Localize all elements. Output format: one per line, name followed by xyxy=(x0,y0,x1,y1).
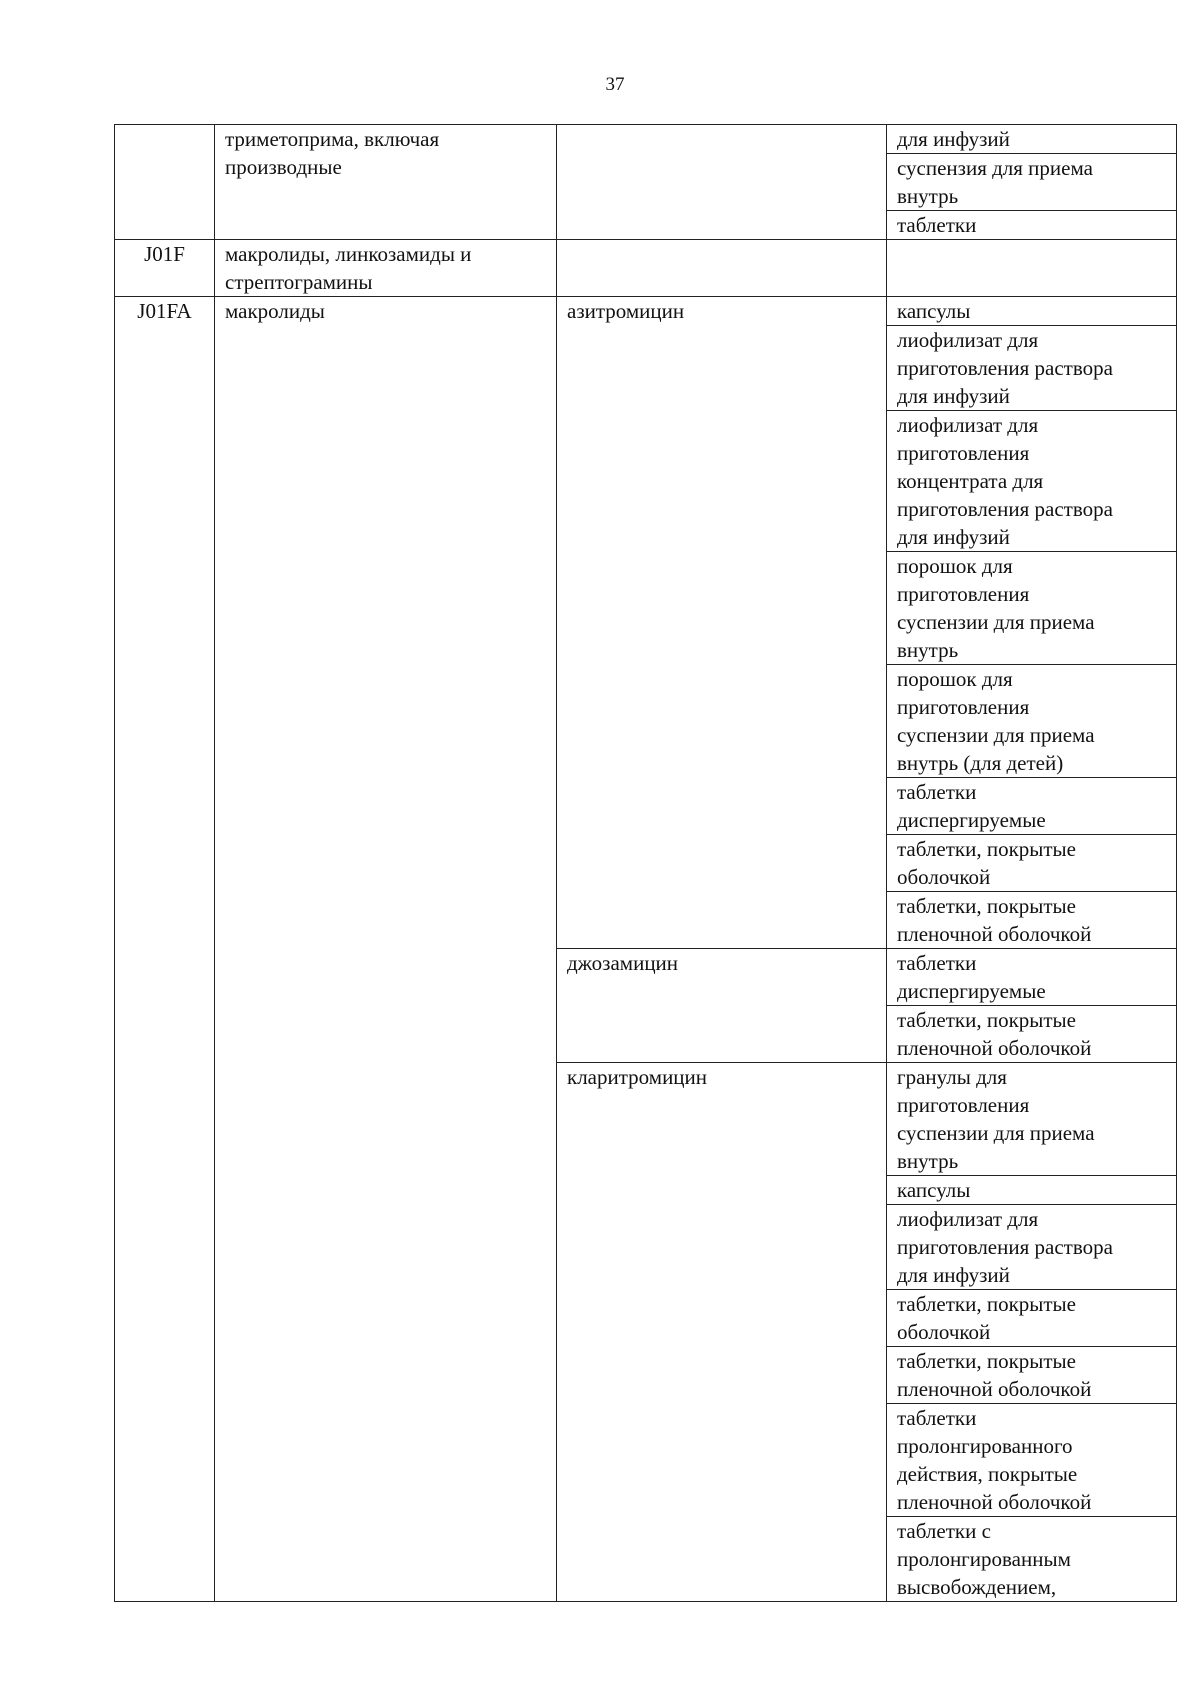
dosage-form-cell: таблетки, покрытые пленочной оболочкой xyxy=(887,1347,1177,1404)
dosage-form-cell: гранулы для приготовления суспензии для приема внутрь xyxy=(887,1063,1177,1176)
dosage-form-cell: таблетки пролонгированного действия, покрытые пленочной оболочкой xyxy=(887,1404,1177,1517)
dosage-form-cell: суспензия для приема внутрь xyxy=(887,154,1177,211)
dosage-form-cell: лиофилизат для приготовления раствора для инфузий xyxy=(887,1205,1177,1290)
dosage-form-cell: таблетки диспергируемые xyxy=(887,949,1177,1006)
dosage-form-cell: порошок для приготовления суспензии для приема внутрь (для детей) xyxy=(887,665,1177,778)
dosage-form-cell: для инфузий xyxy=(887,125,1177,154)
atc-code-cell xyxy=(115,125,215,240)
dosage-form-cell: таблетки диспергируемые xyxy=(887,778,1177,835)
dosage-form-cell: таблетки, покрытые пленочной оболочкой xyxy=(887,1006,1177,1063)
table-row xyxy=(115,297,1177,326)
formulary-table xyxy=(114,124,1177,1602)
dosage-form-cell: таблетки xyxy=(887,211,1177,240)
substance-cell: кларитромицин xyxy=(557,1063,887,1602)
dosage-form-cell: таблетки с пролонгированным высвобождением, xyxy=(887,1517,1177,1602)
table-row xyxy=(115,125,1177,154)
dosage-form-cell: лиофилизат для приготовления раствора для инфузий xyxy=(887,326,1177,411)
atc-code-cell: J01FA xyxy=(115,297,215,1602)
table-row xyxy=(115,240,1177,297)
substance-cell: азитромицин xyxy=(557,297,887,949)
group-name-cell: макролиды, линкозамиды и стрептограмины xyxy=(215,240,557,297)
dosage-form-cell: таблетки, покрытые пленочной оболочкой xyxy=(887,892,1177,949)
dosage-form-cell: порошок для приготовления суспензии для приема внутрь xyxy=(887,552,1177,665)
page-number: 37 xyxy=(605,74,625,95)
group-name-cell: триметоприма, включая производные xyxy=(215,125,557,240)
atc-code-cell: J01F xyxy=(115,240,215,297)
dosage-form-cell: таблетки, покрытые оболочкой xyxy=(887,835,1177,892)
dosage-form-cell: капсулы xyxy=(887,1176,1177,1205)
substance-cell xyxy=(557,240,887,297)
substance-cell: джозамицин xyxy=(557,949,887,1063)
dosage-form-cell: таблетки, покрытые оболочкой xyxy=(887,1290,1177,1347)
dosage-form-cell xyxy=(887,240,1177,297)
dosage-form-cell: лиофилизат для приготовления концентрата для приготовления раствора для инфузий xyxy=(887,411,1177,552)
dosage-form-cell: капсулы xyxy=(887,297,1177,326)
group-name-cell: макролиды xyxy=(215,297,557,1602)
substance-cell xyxy=(557,125,887,240)
